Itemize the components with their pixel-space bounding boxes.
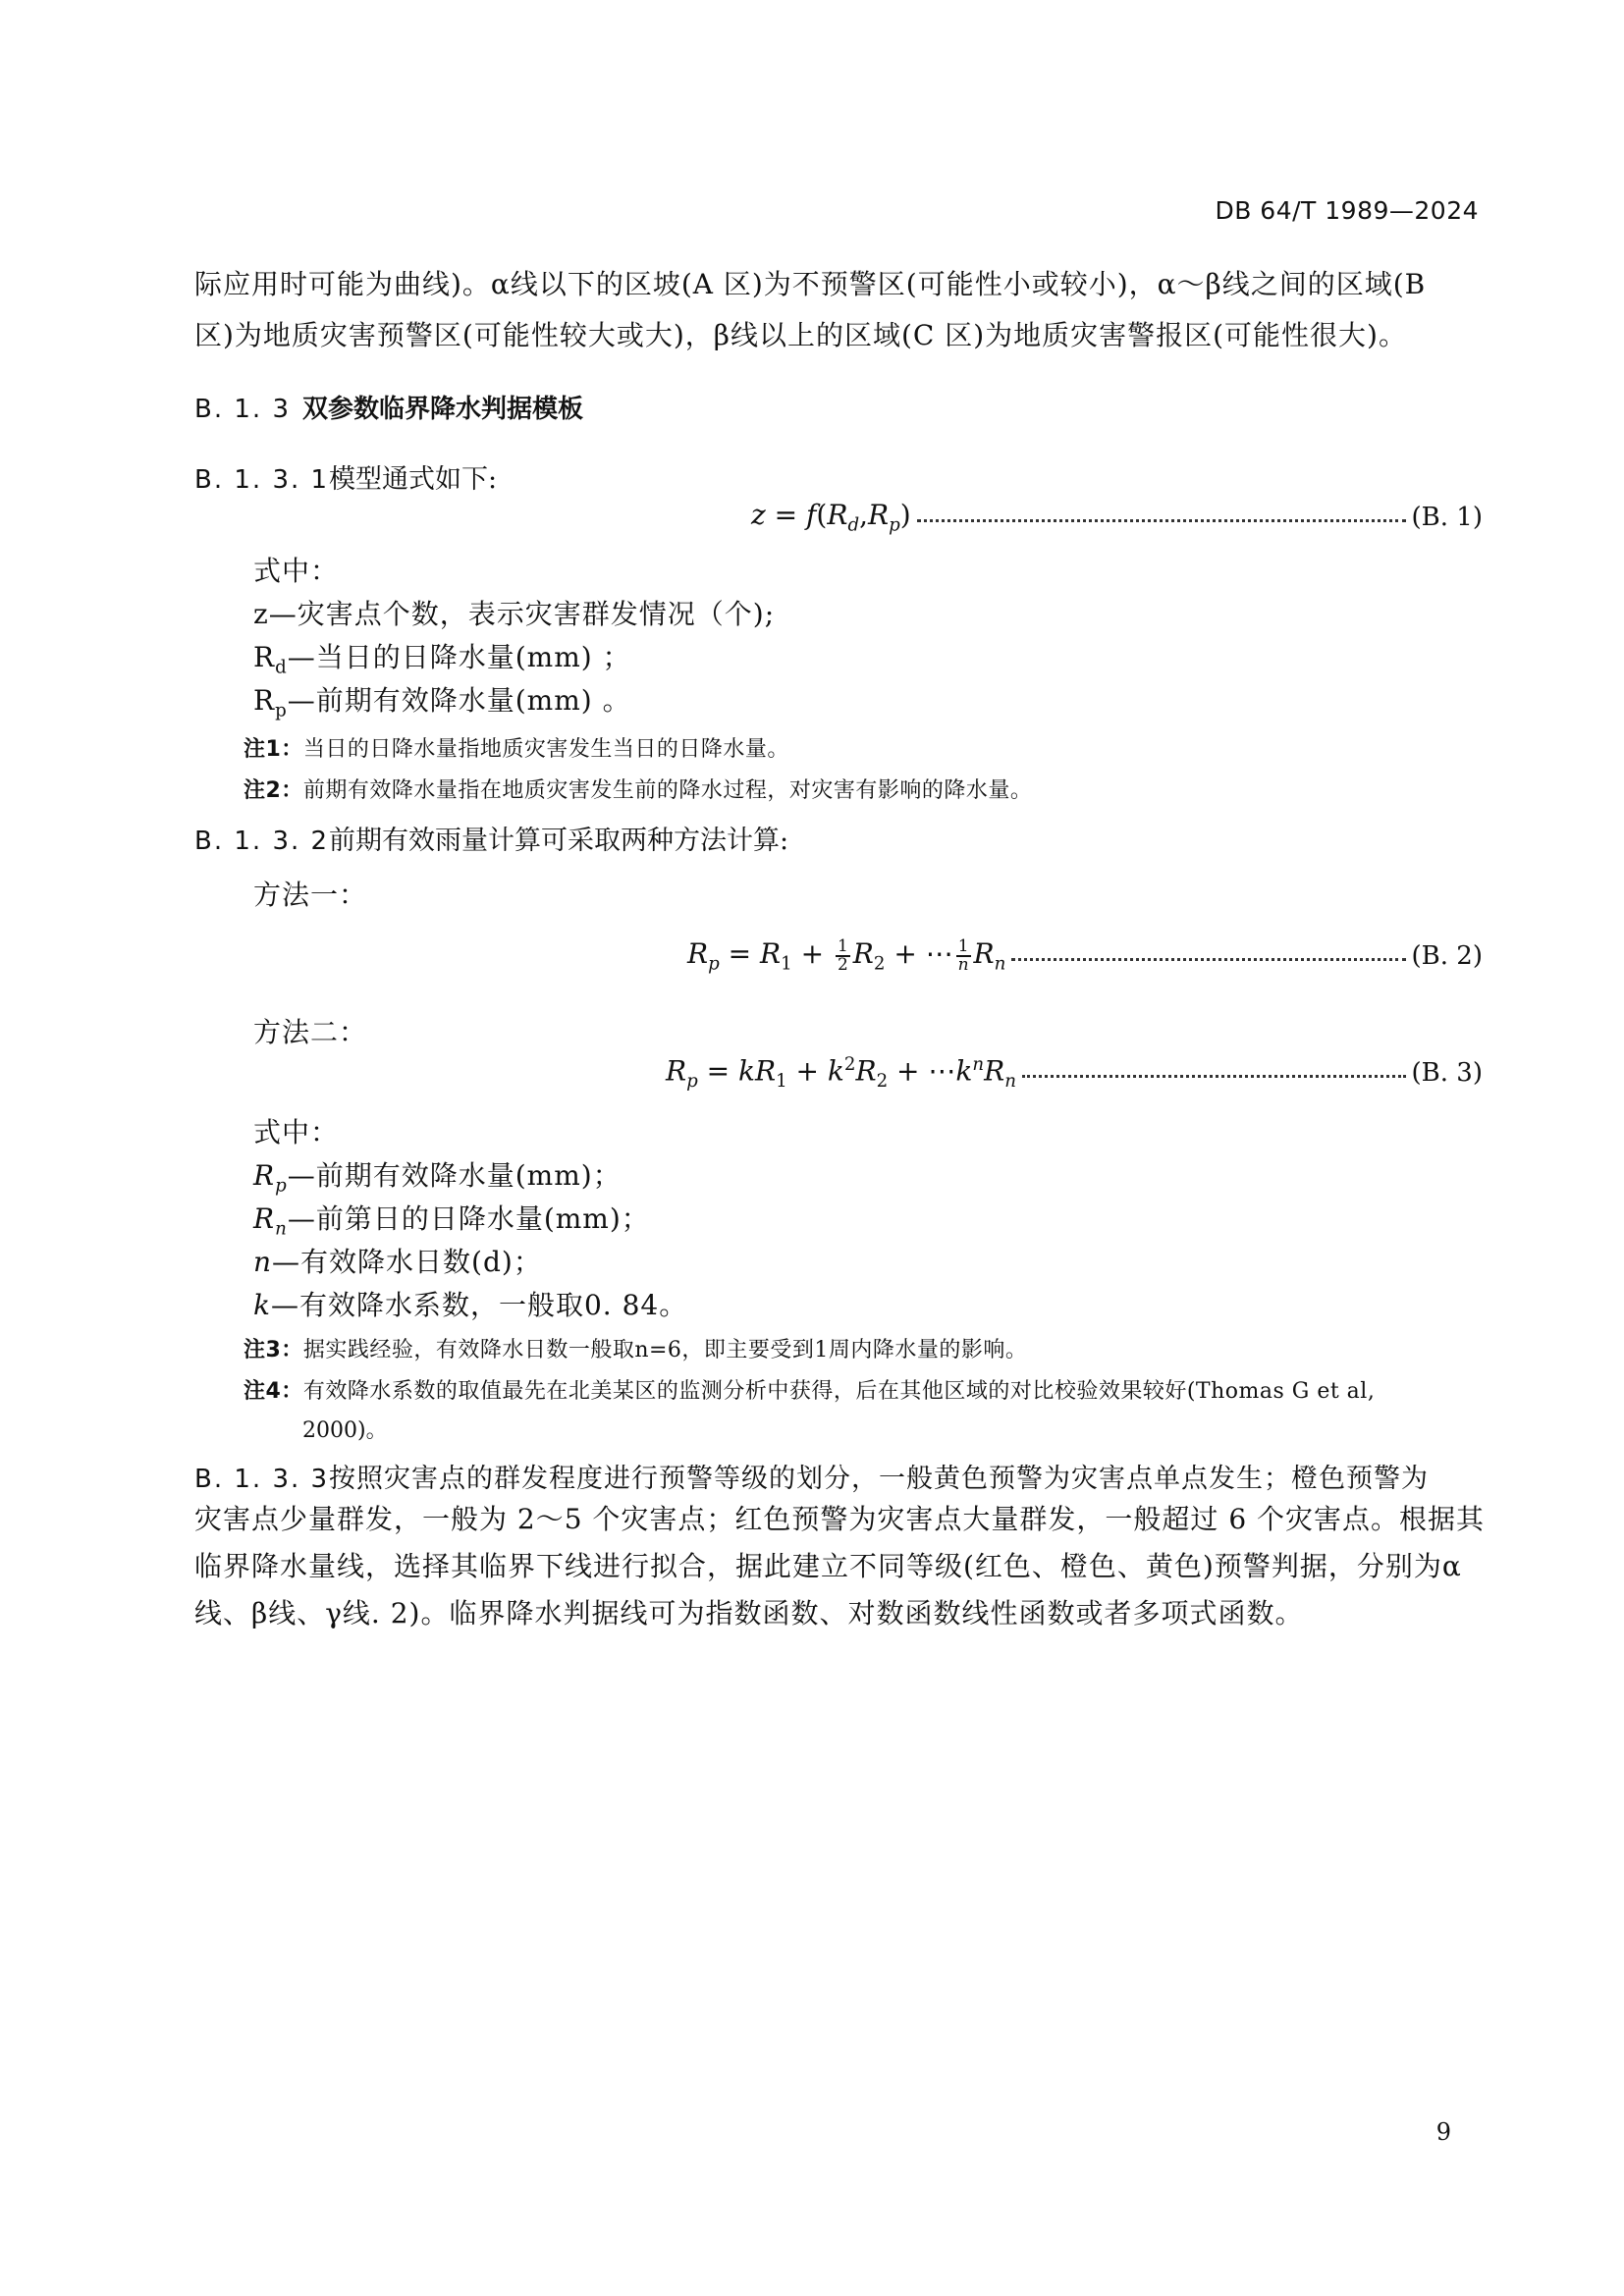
where-item: $R_p—$前期有效降水量(mm) 。 xyxy=(253,684,631,721)
fraction: $\frac{1}{2}$ xyxy=(837,935,848,975)
note-2: 注2：前期有效降水量指在地质灾害发生前的降水过程，对灾害有影响的降水量。 xyxy=(244,778,1033,803)
where-label-1: 式中： xyxy=(253,555,340,587)
where-item: k—有效降水系数，一般取0. 84。 xyxy=(253,1289,688,1321)
fraction: $\frac{1}{n}$ xyxy=(957,935,969,975)
where-item: $R_d—$当日的日降水量(mm) ； xyxy=(253,641,631,678)
note-1: 注1：当日的日降水量指地质灾害发生当日的日降水量。 xyxy=(244,737,789,762)
section-b133-line-2: 灾害点少量群发，一般为 2～5 个灾害点；红色预警为灾害点大量群发，一般超过 6 个灾害点。根据其 xyxy=(194,1503,1486,1535)
equation-number: (B. 2) xyxy=(1411,940,1483,971)
leader-dots xyxy=(1022,1075,1406,1078)
section-text: 模型通式如下: xyxy=(329,464,498,495)
section-number: B. 1. 3. 1 xyxy=(194,465,330,495)
leader-dots xyxy=(1011,958,1405,961)
formula-expression: $R_p = R_1$ + $\frac{1}{2}$ $R_2$ + ⋯ $\frac{1}{n}$ $R_n$ xyxy=(687,935,1006,975)
formula-b3 xyxy=(666,1054,1483,1092)
where-item: n—有效降水日数(d)； xyxy=(253,1246,542,1278)
formula-expression: $z = f(R_d,R_p)$ xyxy=(751,499,911,536)
section-text: 按照灾害点的群发程度进行预警等级的划分，一般黄色预警为灾害点单点发生；橙色预警为 xyxy=(329,1464,1429,1494)
where-label-2: 式中： xyxy=(253,1116,340,1148)
equation-number: (B. 1) xyxy=(1411,502,1483,532)
formula-b1 xyxy=(751,499,1483,536)
page-number: 9 xyxy=(1435,2118,1451,2146)
section-number: B. 1. 3. 3 xyxy=(194,1465,330,1494)
where-item: z—灾害点个数，表示灾害群发情况（个); xyxy=(253,598,776,630)
section-heading-b13 xyxy=(194,389,583,425)
section-number: B. 1. 3. 2 xyxy=(194,827,330,856)
formula-b2 xyxy=(687,937,1483,975)
where-item: $R_p—$前期有效降水量(mm)； xyxy=(253,1159,622,1197)
method-2-label: 方法二： xyxy=(253,1016,368,1048)
section-b133-line-4: 线、β线、γ线. 2)。临界降水判据线可为指数函数、对数函数线性函数或者多项式函数。 xyxy=(194,1597,1304,1629)
section-text: 前期有效雨量计算可采取两种方法计算: xyxy=(329,826,789,856)
formula-expression: $R_p = kR_1 + k^2R_2$ + $\cdots k^nR_n$ xyxy=(666,1054,1016,1092)
section-heading-b131 xyxy=(194,457,497,496)
note-4: 注4：有效降水系数的取值最先在北美某区的监测分析中获得，后在其他区域的对比校验效果较好(Thomas G et al, xyxy=(244,1379,1376,1404)
standard-code: DB 64/T 1989—2024 xyxy=(1215,196,1479,225)
section-b133-line-3: 临界降水量线，选择其临界下线进行拟合，据此建立不同等级(红色、橙色、黄色)预警判据，分别为α xyxy=(194,1550,1462,1582)
note-4-continuation: 2000)。 xyxy=(302,1418,388,1443)
intro-paragraph-line-1: 际应用时可能为曲线)。α线以下的区坡(A 区)为不预警区(可能性小或较小)，α～β线之间的区域(B xyxy=(194,268,1427,300)
intro-paragraph-line-2: 区)为地质灾害预警区(可能性较大或大)，β线以上的区域(C 区)为地质灾害警报区(可能性很大)。 xyxy=(194,319,1407,351)
section-heading-b133 xyxy=(194,1457,1429,1495)
section-number: B. 1. 3 xyxy=(194,395,291,424)
section-title: 双参数临界降水判据模板 xyxy=(302,395,584,424)
leader-dots xyxy=(917,519,1406,522)
section-heading-b132 xyxy=(194,819,788,857)
note-3: 注3：据实践经验，有效降水日数一般取n=6，即主要受到1周内降水量的影响。 xyxy=(244,1338,1028,1362)
equation-number: (B. 3) xyxy=(1411,1057,1483,1088)
where-item: $R_n—$前第日的日降水量(mm)； xyxy=(253,1202,650,1240)
method-1-label: 方法一： xyxy=(253,879,368,911)
